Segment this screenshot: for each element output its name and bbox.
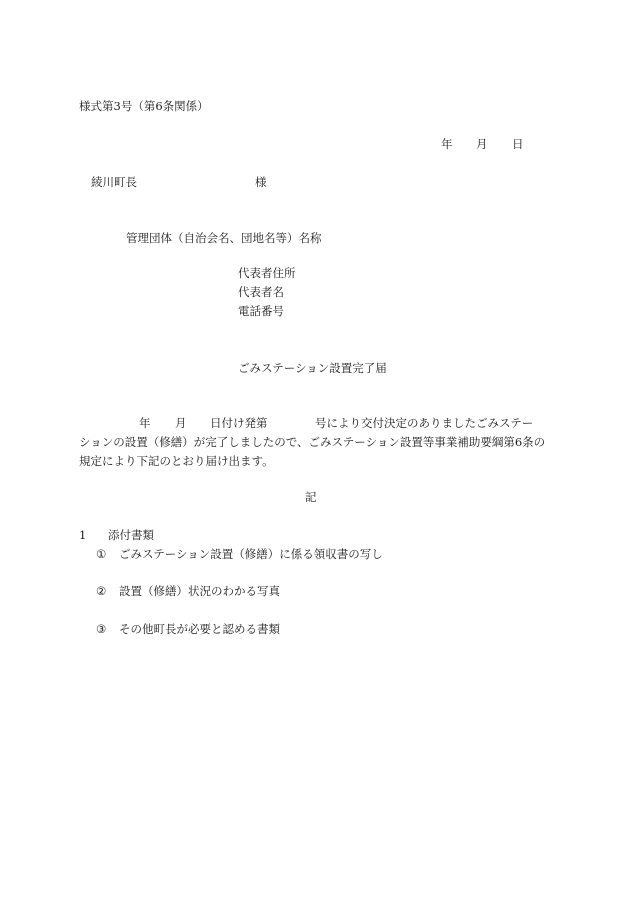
item-2-text: 設置（修繕）状況のわかる写真 — [119, 584, 280, 598]
body-line3: 規定により下記のとおり届け出ます。 — [79, 454, 274, 468]
section-heading: 添付書類 — [108, 528, 154, 542]
applicant-organization-label: 管理団体（自治会名、団地名等）名称 — [126, 231, 322, 245]
document-title: ごみステーション設置完了届 — [238, 361, 387, 375]
ki-heading: 記 — [305, 490, 317, 504]
item-1-mark: ① — [96, 547, 107, 561]
item-3-mark: ③ — [96, 622, 107, 636]
body-year-label: 年 — [139, 416, 151, 430]
addressee-honorific: 様 — [255, 175, 267, 189]
section-number: 1 — [79, 528, 87, 542]
date-year-label: 年 — [441, 137, 453, 151]
applicant-representative-label: 代表者名 — [238, 285, 284, 299]
applicant-phone-label: 電話番号 — [238, 304, 284, 318]
addressee-name: 綾川町長 — [91, 175, 137, 189]
applicant-address-label: 代表者住所 — [238, 266, 296, 280]
item-2-mark: ② — [96, 584, 107, 598]
date-day-label: 日 — [512, 137, 524, 151]
item-1-text: ごみステーション設置（修繕）に係る領収書の写し — [119, 547, 383, 561]
body-day-issue-label: 日付け発第 — [210, 416, 268, 430]
body-line2: ションの設置（修繕）が完了しましたので、ごみステーション設置等事業補助要綱第6条の — [79, 435, 546, 449]
body-line1-rest: 号により交付決定のありましたごみステー — [315, 416, 534, 430]
date-month-label: 月 — [476, 137, 488, 151]
form-number: 様式第3号（第6条関係） — [79, 99, 209, 113]
item-3-text: その他町長が必要と認める書類 — [119, 622, 280, 636]
body-month-label: 月 — [175, 416, 187, 430]
